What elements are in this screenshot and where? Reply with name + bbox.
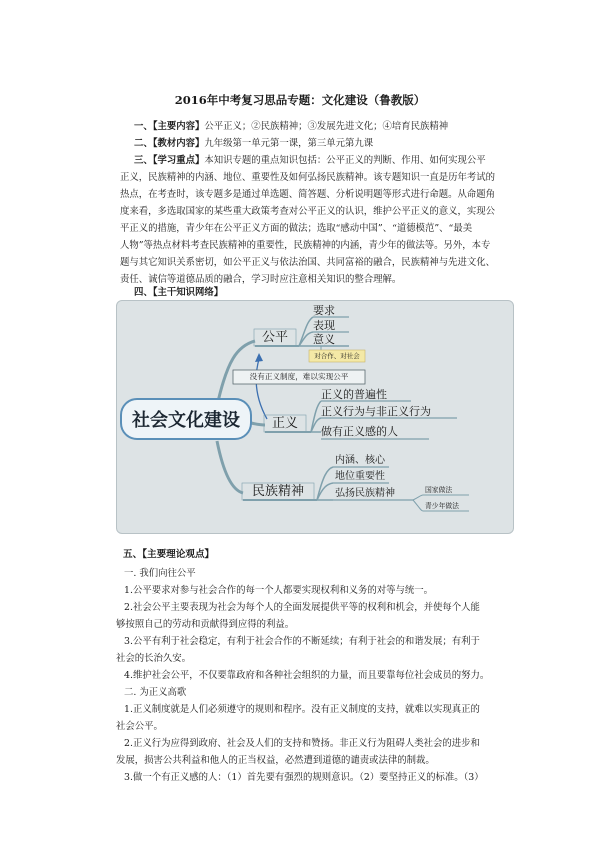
national-spirit-item: 弘扬民族精神: [335, 488, 395, 499]
section-line: 题与其它知识关系密切，如公平正义与依法治国、共同富裕的融合，民族精神与先进文化、: [120, 257, 496, 268]
section-line: 人物”等热点材料考查民族精神的重要性，民族精神的内涵，青少年的做法等。另外，本专: [120, 240, 491, 251]
section-number: 四、: [134, 287, 153, 298]
branch-connector-national-spirit: [217, 441, 243, 493]
key-points-body: [120, 169, 508, 288]
theory-line: 3.做一个有正义感的人：（1）首先要有强烈的规则意识。（2）要坚持正义的标准。（3）: [124, 772, 484, 783]
theory-line: 3.公平有利于社会稳定，有利于社会合作的不断延续；有利于社会的和谐发展；有利于: [124, 636, 480, 647]
theory-line: 够按照自己的劳动和贡献得到应得的利益。: [116, 619, 295, 630]
link-box-text: 没有正义制度，难以实现公平: [249, 372, 349, 381]
theory-line: 4.维护社会公平，不仅要靠政府和各种社会组织的力量，而且要靠每位社会成员的努力。: [124, 670, 490, 681]
center-node-label: 社会文化建设: [132, 410, 240, 431]
theory-line: 1.公平要求对参与社会合作的每一个人都要实现权利和义务的对等与统一。: [124, 585, 433, 596]
section-tag: 【教材内容】: [152, 138, 205, 149]
fairness-item: 要求: [313, 304, 335, 317]
theory-line: 二. 为正义高歌: [124, 687, 187, 698]
knowledge-mind-map: [116, 300, 514, 534]
section-text: 公平正义；②民族精神；③发展先进文化；④培育民族精神: [204, 121, 449, 132]
document-title: 2016年中考复习思品专题：文化建设（鲁教版）: [174, 93, 426, 107]
theory-line: 社会的长治久安。: [116, 653, 192, 664]
section-line: 度来看，多选取国家的某些重大政策考查对公平正义的认识，维护公平正义的意义，实现公: [120, 206, 496, 217]
section-line: 平正义的措施，青少年在公平正义方面的做法；选取“感动中国”、“道德模范”、“最美: [120, 223, 473, 234]
section-line: 本知识专题的重点知识包括：公平正义的判断、作用、如何实现公平: [204, 155, 486, 166]
arrow-justice-to-fairness: [256, 359, 267, 419]
national-spirit-item: 内涵、核心: [335, 455, 385, 466]
branch-label-fairness: 公平: [261, 330, 288, 345]
section-line: 正义，民族精神的内涵、地位、重要性及如何弘扬民族精神。该专题知识一直是历年考试的: [120, 172, 496, 183]
section-line: 热点，在考查时，该专题多是通过单选题、简答题、分析说明题等形式进行命题。从命题角: [120, 189, 496, 200]
fairness-note: 对合作、对社会: [314, 352, 360, 360]
theory-line: 社会公平。: [116, 721, 163, 732]
fairness-item: 表现: [313, 319, 335, 332]
section-theory-heading: 五、【主要理论观点】: [123, 549, 215, 560]
section-knowledge-network: [134, 284, 223, 301]
arrow-head-icon: [255, 353, 263, 362]
theory-line: 发展，损害公共利益和他人的正当权益，必然遭到道德的谴责或法律的制裁。: [116, 755, 435, 766]
section-main-content: [134, 118, 448, 135]
justice-item: 做有正义感的人: [321, 425, 398, 438]
section-textbook: [134, 135, 373, 152]
theory-line: 一. 我们向往公平: [124, 568, 196, 579]
theory-line: 1.正义制度就是人们必须遵守的规则和程序。没有正义制度的支持，就难以实现真正的: [124, 704, 480, 715]
fairness-item: 意义: [313, 333, 335, 346]
branch-label-justice: 正义: [271, 416, 298, 431]
national-spirit-sub-item: 青少年做法: [425, 502, 459, 510]
section-key-points: [134, 152, 510, 169]
justice-item: 正义行为与非正义行为: [321, 405, 431, 418]
section-tag: 【主要内容】: [152, 121, 205, 132]
national-spirit-item: 地位重要性: [335, 471, 385, 482]
section-number: 二、: [134, 138, 153, 149]
justice-item: 正义的普遍性: [321, 388, 387, 401]
section-tag: 【学习重点】: [152, 155, 205, 166]
theory-line: 2.社会公平主要表现为社会为每个人的全面发展提供平等的权利和机会，并使每个人能: [124, 602, 480, 613]
theory-body: [116, 565, 512, 786]
branch-label-national-spirit: 民族精神: [251, 484, 304, 499]
section-number: 一、: [134, 121, 153, 132]
section-line: 责任、诚信等道德品质的融合，学习时应注意相关知识的整合理解。: [120, 274, 402, 285]
section-number: 三、: [134, 155, 153, 166]
national-spirit-sub-item: 国家做法: [425, 486, 453, 494]
theory-line: 2.正义行为应得到政府、社会及人们的支持和赞扬。非正义行为阻碍人类社会的进步和: [124, 738, 480, 749]
section-tag: 【主干知识网络】: [152, 287, 224, 298]
section-text: 九年级第一单元第一课，第三单元第九课: [204, 138, 374, 149]
